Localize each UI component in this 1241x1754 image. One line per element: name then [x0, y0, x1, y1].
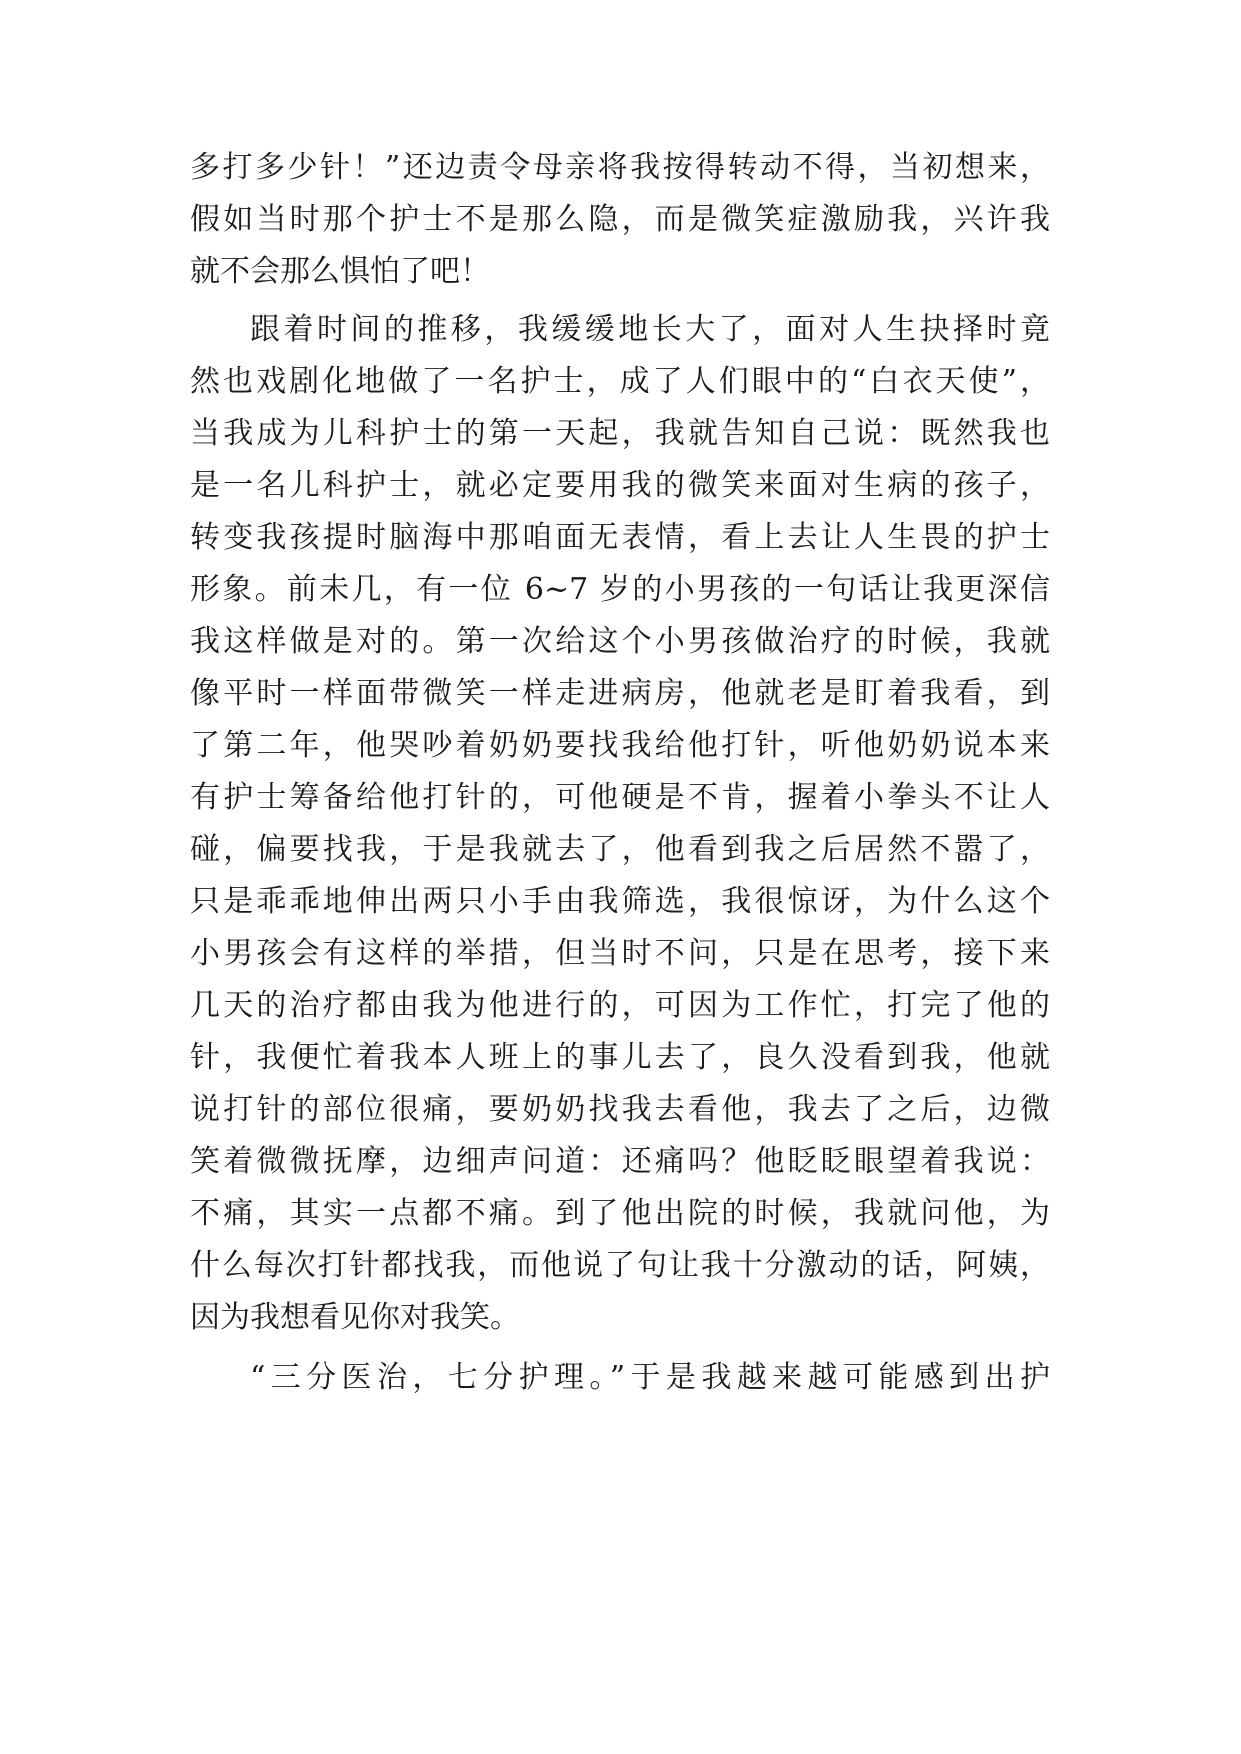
text-line: “三分医治，七分护理。”于是我越来越可能感到出护 — [250, 1360, 1050, 1395]
text-line: 不痛，其实一点都不痛。到了他出院的时候，我就问他，为 — [190, 1196, 1050, 1231]
text-line: 什么每次打针都找我，而他说了句让我十分激动的话，阿姨， — [190, 1248, 1050, 1283]
text-line: 有护士筹备给他打针的，可他硬是不肯，握着小拳头不让人 — [190, 780, 1050, 815]
text-line: 是一名儿科护士，就必定要用我的微笑来面对生病的孩子， — [190, 468, 1050, 503]
text-line: 几天的治疗都由我为他进行的，可因为工作忙，打完了他的 — [190, 988, 1050, 1023]
text-line: 像平时一样面带微笑一样走进病房，他就老是盯着我看，到 — [190, 676, 1050, 711]
text-line: 小男孩会有这样的举措，但当时不问，只是在思考，接下来 — [190, 936, 1050, 971]
text-line: 就不会那么惧怕了吧！ — [190, 254, 490, 289]
text-line: 跟着时间的推移，我缓缓地长大了，面对人生抉择时竟 — [250, 312, 1050, 347]
text-line: 形象。前未几，有一位 6~7 岁的小男孩的一句话让我更深信 — [190, 572, 1050, 607]
text-line: 只是乖乖地伸出两只小手由我筛选，我很惊讶，为什么这个 — [190, 884, 1050, 919]
text-line: 了第二年，他哭吵着奶奶要找我给他打针，听他奶奶说本来 — [190, 728, 1050, 763]
text-line: 多打多少针！”还边责令母亲将我按得转动不得，当初想来， — [190, 150, 1050, 185]
text-line: 碰，偏要找我，于是我就去了，他看到我之后居然不嚣了， — [190, 832, 1050, 867]
text-line: 假如当时那个护士不是那么隐，而是微笑症激励我，兴许我 — [190, 202, 1050, 237]
text-line: 当我成为儿科护士的第一天起，我就告知自己说：既然我也 — [190, 416, 1050, 451]
text-line: 转变我孩提时脑海中那咱面无表情，看上去让人生畏的护士 — [190, 520, 1050, 555]
text-line: 因为我想看见你对我笑。 — [190, 1300, 520, 1335]
text-line: 笑着微微抚摩，边细声问道：还痛吗？他眨眨眼望着我说： — [190, 1144, 1050, 1179]
text-line: 针，我便忙着我本人班上的事儿去了，良久没看到我，他就 — [190, 1040, 1050, 1075]
text-line: 说打针的部位很痛，要奶奶找我去看他，我去了之后，边微 — [190, 1092, 1050, 1127]
text-line: 我这样做是对的。第一次给这个小男孩做治疗的时候，我就 — [190, 624, 1050, 659]
text-line: 然也戏剧化地做了一名护士，成了人们眼中的“白衣天使”， — [190, 364, 1050, 399]
